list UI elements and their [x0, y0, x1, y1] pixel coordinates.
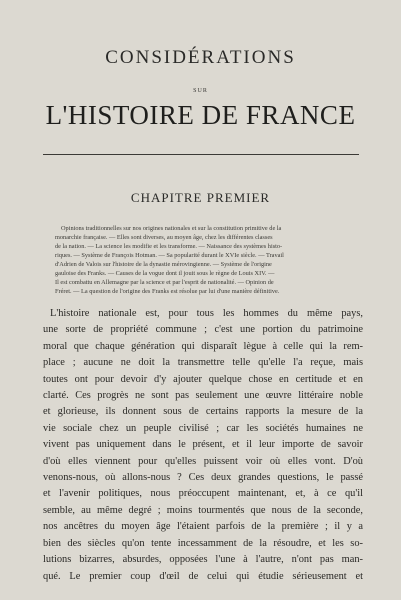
body-text — [43, 306, 363, 585]
body-line: qué. Le premier coup d'œil de celui qui étudie sérieusement et — [43, 570, 363, 582]
title-divider — [43, 154, 359, 155]
summary-line: Opinions traditionnelles sur nos origines nationales et sur la constitution primitive de la — [61, 225, 282, 232]
body-line: et l'avenir politiques, nous préoccupent maintenant, et, à ce qu'il — [43, 488, 363, 500]
summary-line: gauloise des Franks. — Causes de la vogue dont il jouit sous le règne de Louis XIV. — — [55, 270, 275, 277]
body-line: et glorieuse, ils donnent sous de certains rapports la mesure de la — [43, 406, 363, 418]
body-line: vivent pas uniquement dans le présent, et il leur importe de savoir — [43, 439, 363, 451]
body-line: moral que chaque génération qui disparaît lègue à celle qui la rem- — [43, 340, 363, 352]
body-line: L'histoire nationale est, pour tous les hommes du même pays, — [50, 308, 363, 319]
summary-line: monarchie française. — Elles sont diverses, au moyen âge, chez les différentes classes — [55, 234, 273, 241]
title-line-1: CONSIDÉRATIONS — [105, 47, 296, 68]
body-line: nos ancêtres du moyen âge l'étaient parfois de la première ; il y a — [43, 521, 363, 533]
body-line: semble, au même degré ; moins tourmentés que nous de la seconde, — [43, 504, 363, 516]
summary-line: de la nation. — La science les modifie et les transforme. — Naissance des systèmes histo- — [55, 243, 283, 250]
body-line: lutions bizarres, absurdes, opposées l'une à l'autre, n'ont pas man- — [43, 554, 363, 566]
title-connector: SUR — [193, 88, 208, 94]
summary-line: Fréret. — La question de l'origine des Franks est résolue par lui d'une manière définitive. — [55, 288, 280, 295]
summary-line: d'Adrien de Valois sur l'histoire de la dynastie mérovingienne. — Système de l'origine — [55, 261, 272, 268]
title-line-2: L'HISTOIRE DE FRANCE — [45, 100, 356, 130]
summary-line: riques. — Système de François Hotman. — Sa popularité durant le XVIe siècle. — Travail — [55, 252, 284, 259]
body-line: toutes ont pour devoir d'y ajouter quelque chose en certitude et en — [43, 373, 363, 385]
body-line: clarté. Ces progrès ne sont pas seulement une œuvre littéraire noble — [43, 390, 363, 402]
body-line: venons-nous, où allons-nous ? Ces deux grandes questions, le passé — [43, 472, 363, 484]
body-line: bien des siècles qu'on tente incessamment de la résoudre, et les so- — [43, 537, 363, 549]
body-line: vie sociale chez un peuple civilisé ; car les sociétés humaines ne — [43, 422, 363, 434]
body-line: place ; aucune ne doit la transmettre telle qu'elle l'a reçue, mais — [43, 357, 363, 369]
body-line: une sorte de propriété commune ; c'est une portion du patrimoine — [43, 324, 363, 336]
chapter-summary — [55, 224, 355, 296]
summary-line: Il est combattu en Allemagne par la science et par l'esprit de nationalité. — Opinion de — [55, 279, 274, 286]
body-line: d'où elles viennent pour qu'elles puissent voir où elles vont. D'où — [43, 455, 363, 467]
chapter-heading: CHAPITRE PREMIER — [130, 190, 271, 205]
